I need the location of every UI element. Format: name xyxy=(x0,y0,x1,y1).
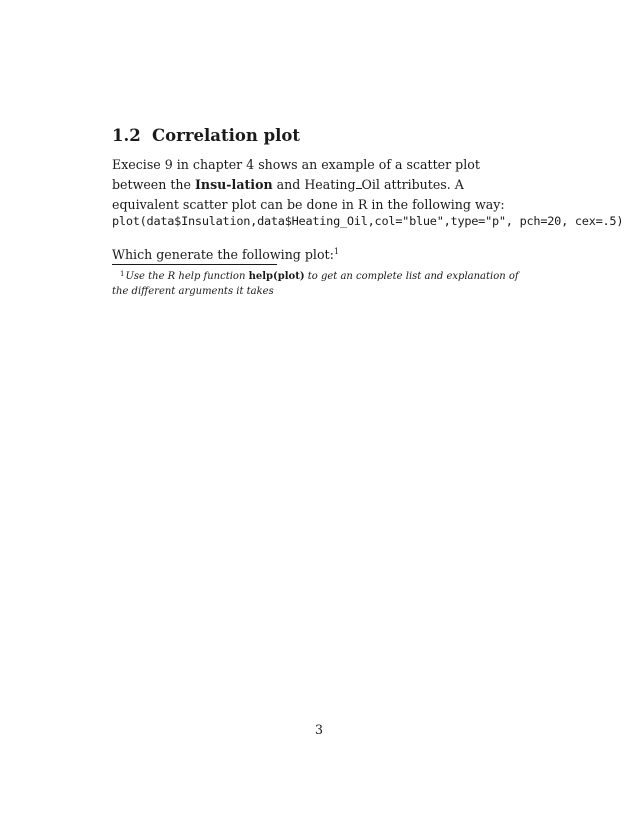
paragraph-text: Which generate the following plot: xyxy=(112,247,334,262)
paragraph-text: and Heating xyxy=(272,177,356,192)
footnote-rule xyxy=(112,264,277,265)
footnote-reference: 1 xyxy=(333,247,339,256)
section-number: 1.2 xyxy=(112,126,141,145)
body-paragraph xyxy=(112,242,532,265)
bold-term-insulation: Insu-lation xyxy=(195,177,273,192)
footnote-text: to get an complete list and explanation of the different arguments it takes xyxy=(112,271,519,297)
page-number: 3 xyxy=(314,722,323,737)
paragraph-text: attributes. A equivalent scatter plot can be done in R in the following way: xyxy=(112,177,505,212)
footnote-text: Use the R help function xyxy=(125,271,249,282)
body-paragraph xyxy=(112,155,532,215)
footnote xyxy=(112,267,532,299)
r-code-line: plot(data$Insulation,data$Heating_Oil,col="blue",type="p", pch=20, cex=.5) xyxy=(112,214,624,228)
section-heading xyxy=(112,126,300,145)
section-title: Correlation plot xyxy=(152,126,301,145)
footnote-bold-function: help(plot) xyxy=(248,271,305,282)
footnote-mark: 1 xyxy=(120,270,125,278)
paragraph-text: Oil xyxy=(361,177,380,192)
paragraph-text: Execise 9 in chapter 4 shows an example of a scatter plot between the xyxy=(112,157,480,192)
